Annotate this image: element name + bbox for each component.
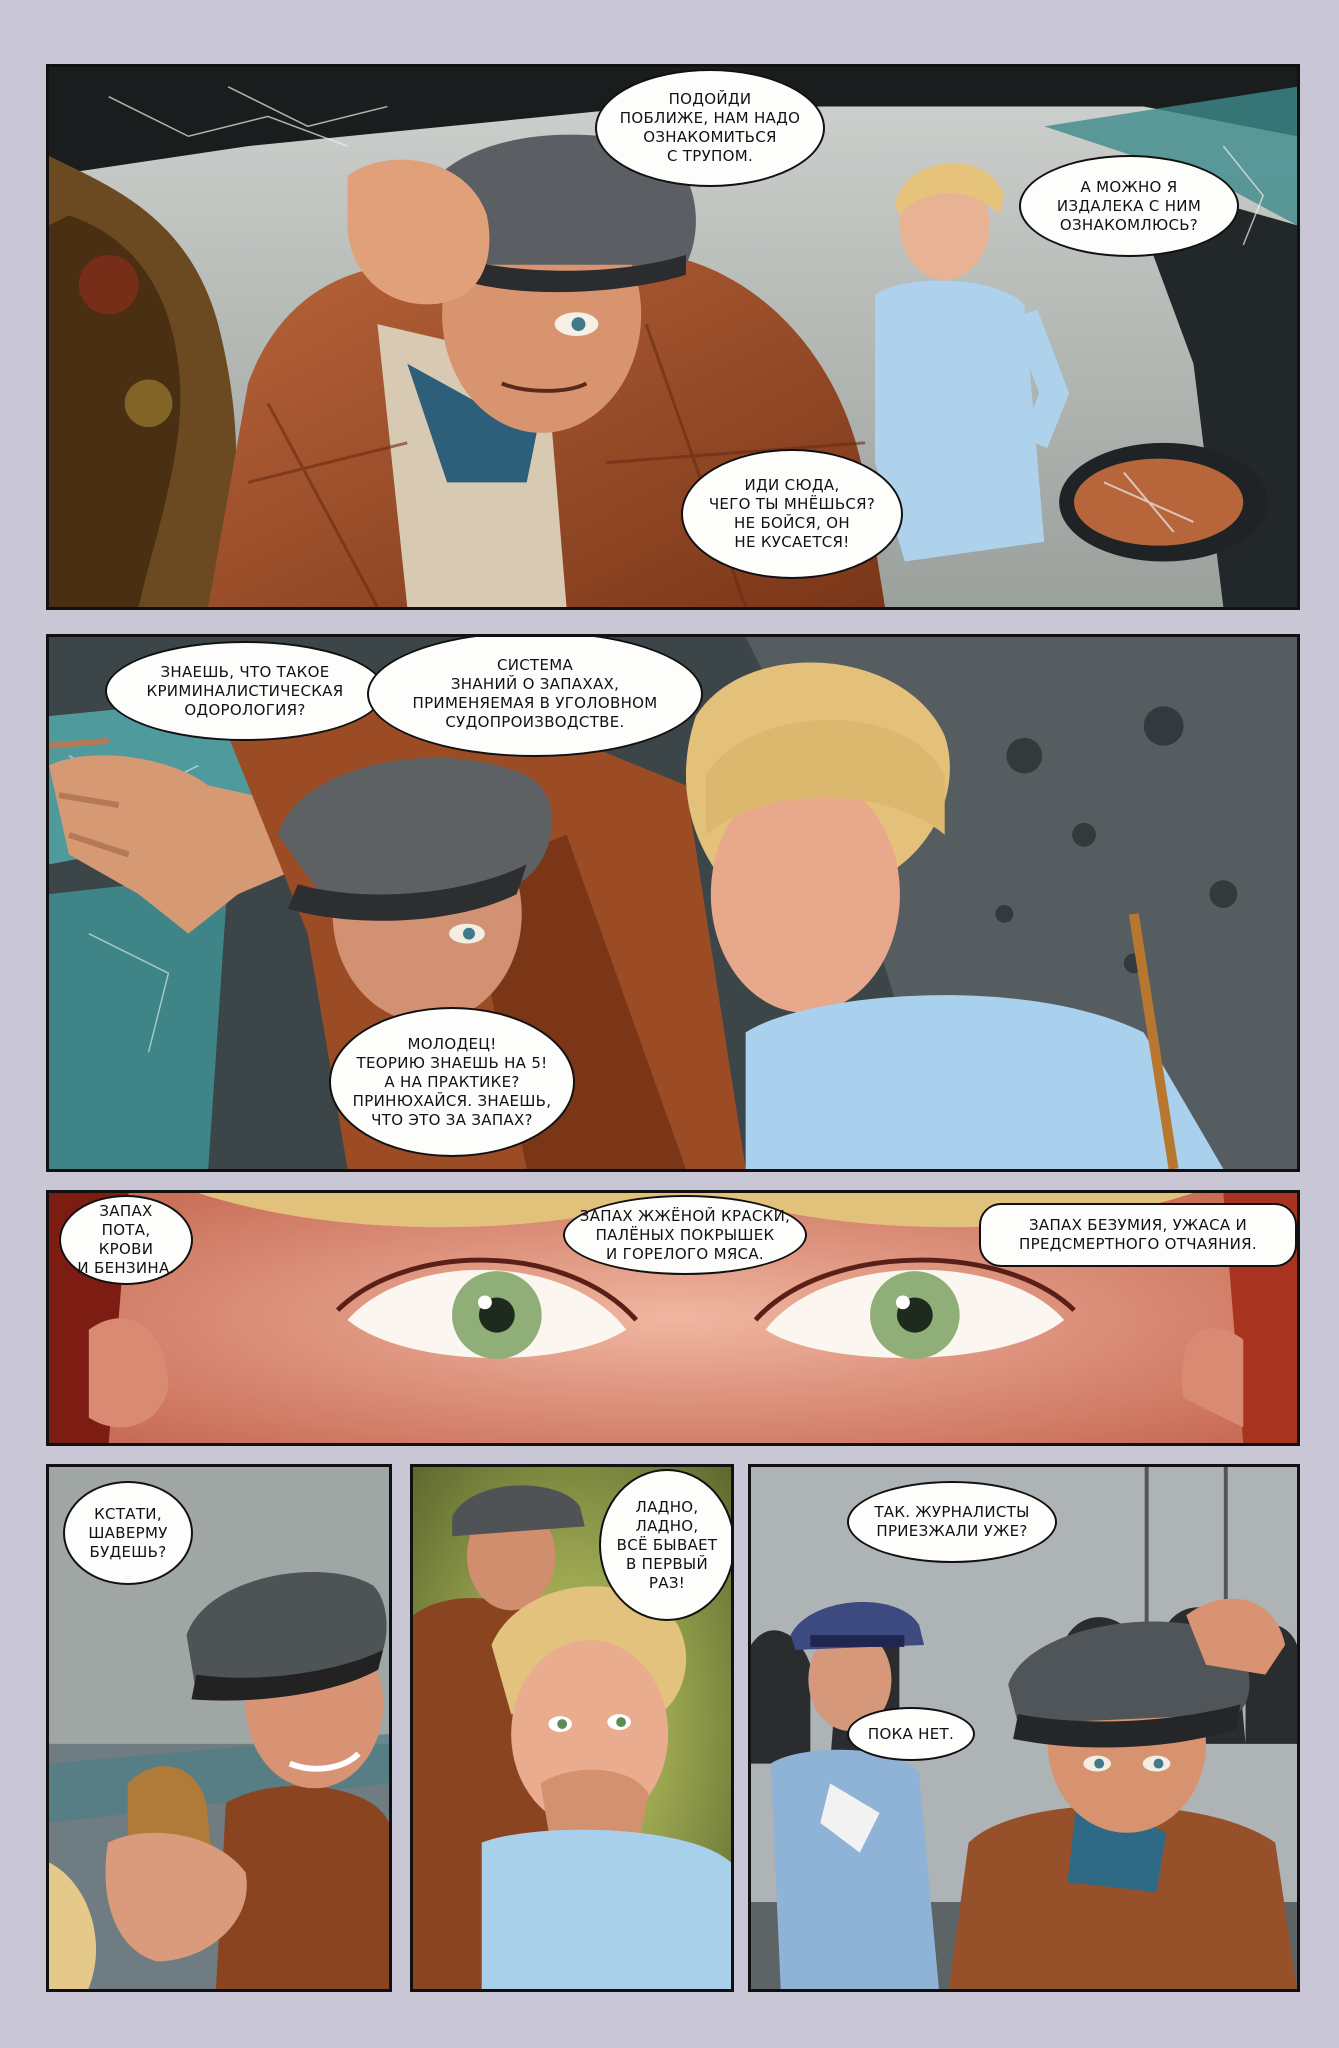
speech-bubble-10: КСТАТИ, ШАВЕРМУ БУДЕШЬ? [63,1481,193,1585]
speech-bubble-8: ЗАПАХ ЖЖЁНОЙ КРАСКИ, ПАЛЁНЫХ ПОКРЫШЕК И ГОРЕЛОГО МЯСА. [563,1195,807,1275]
panel-3 [46,1190,1300,1446]
speech-bubble-12: ТАК. ЖУРНАЛИСТЫ ПРИЕЗЖАЛИ УЖЕ? [847,1481,1057,1563]
speech-bubble-1: ПОДОЙДИ ПОБЛИЖЕ, НАМ НАДО ОЗНАКОМИТЬСЯ С ТРУПОМ. [595,69,825,187]
panel-1 [46,64,1300,610]
speech-bubble-11: ЛАДНО, ЛАДНО, ВСЁ БЫВАЕТ В ПЕРВЫЙ РАЗ! [599,1469,734,1621]
speech-bubble-4: ЗНАЕШЬ, ЧТО ТАКОЕ КРИМИНАЛИСТИЧЕСКАЯ ОДОРОЛОГИЯ? [105,641,385,741]
panel-6 [748,1464,1300,1992]
speech-bubble-6: МОЛОДЕЦ! ТЕОРИЮ ЗНАЕШЬ НА 5! А НА ПРАКТИКЕ? ПРИНЮХАЙСЯ. ЗНАЕШЬ, ЧТО ЭТО ЗА ЗАПАХ? [329,1007,575,1157]
speech-bubble-3: ИДИ СЮДА, ЧЕГО ТЫ МНЁШЬСЯ? НЕ БОЙСЯ, ОН НЕ КУСАЕТСЯ! [681,449,903,579]
panel-5 [410,1464,734,1992]
speech-bubble-2: А МОЖНО Я ИЗДАЛЕКА С НИМ ОЗНАКОМЛЮСЬ? [1019,155,1239,257]
speech-bubble-13: ПОКА НЕТ. [847,1707,975,1761]
speech-bubble-7: ЗАПАХ ПОТА, КРОВИ И БЕНЗИНА. [59,1195,193,1285]
speech-bubble-9: ЗАПАХ БЕЗУМИЯ, УЖАСА И ПРЕДСМЕРТНОГО ОТЧАЯНИЯ. [979,1203,1297,1267]
speech-bubble-5: СИСТЕМА ЗНАНИЙ О ЗАПАХАХ, ПРИМЕНЯЕМАЯ В УГОЛОВНОМ СУДОПРОИЗВОДСТВЕ. [367,634,703,757]
panel-2 [46,634,1300,1172]
panel-4 [46,1464,392,1992]
